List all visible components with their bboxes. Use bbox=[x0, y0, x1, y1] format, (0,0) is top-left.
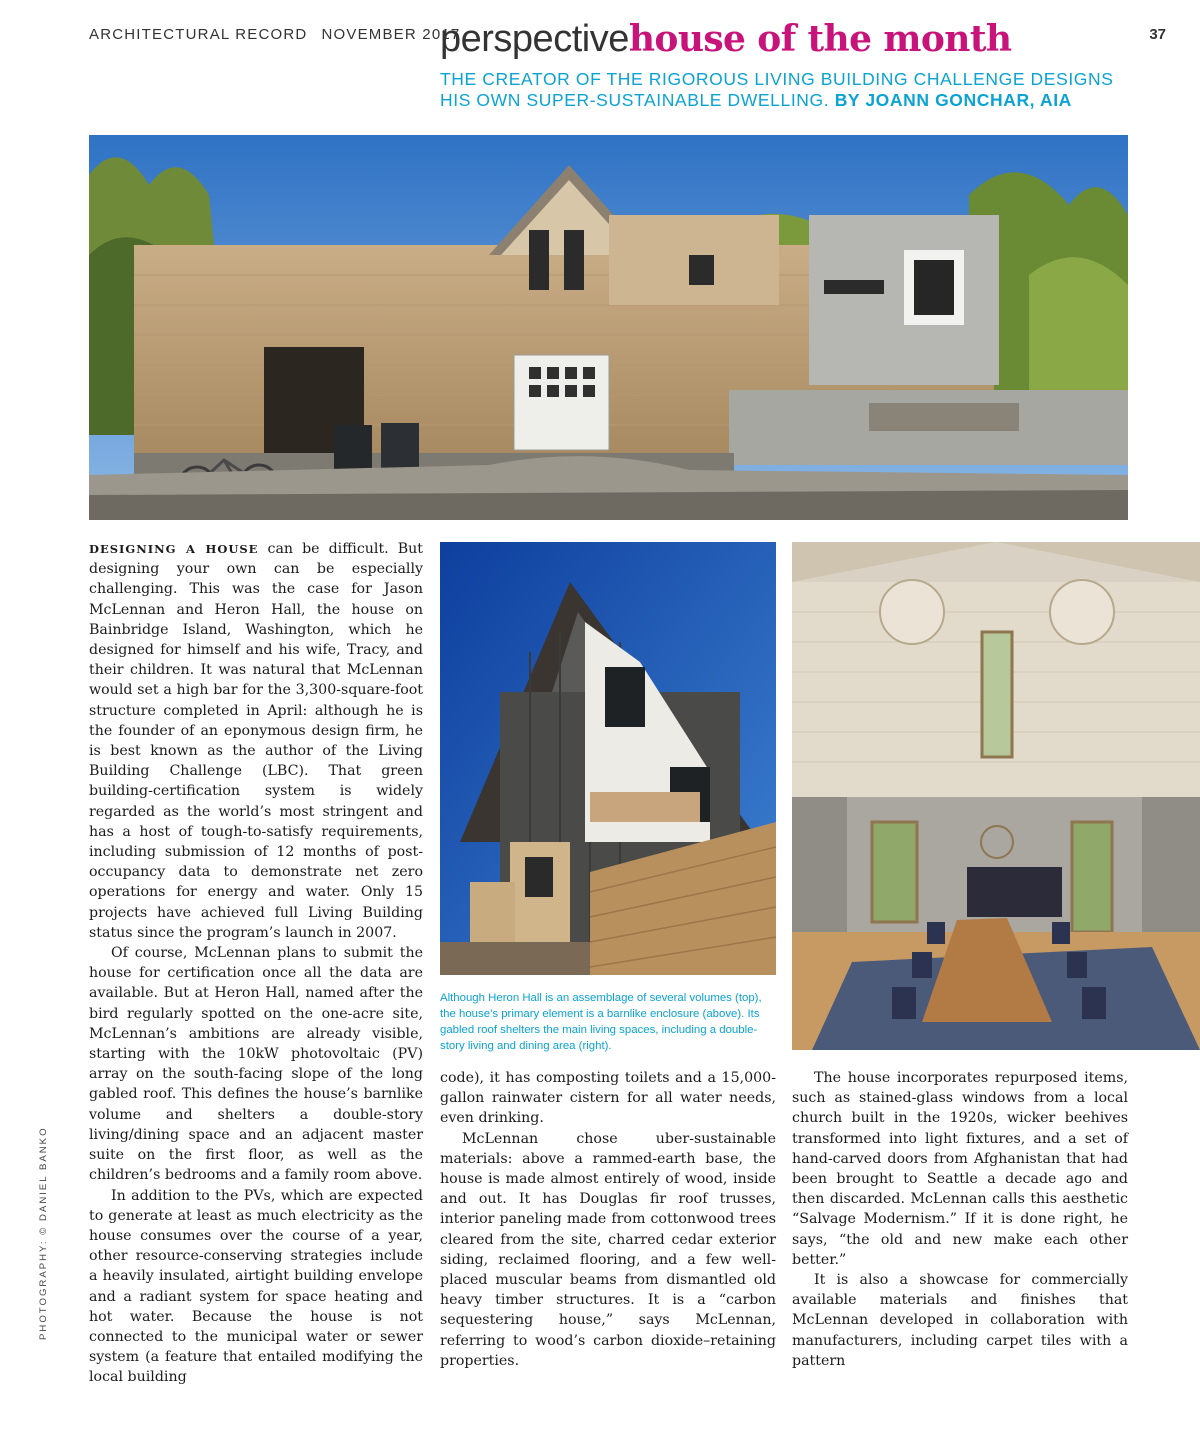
lead-in: DESIGNING A HOUSE bbox=[89, 542, 259, 556]
paragraph-5: The house incorporates repurposed items, such as stained-glass windows from a local church built in the 1920s, wicker beehives transformed into light fixtures, and a set of hand-carved doors from Afghanistan that had been brought to Seattle a decade ago and then discarded. McLennan calls this aesthetic “Salvage Modernism.” If it is done right, he says, “the old and new make each other better.” bbox=[792, 1070, 1128, 1268]
issue-date: NOVEMBER 2017 bbox=[321, 26, 461, 43]
photo-credit: PHOTOGRAPHY: © DANIEL BANKO bbox=[38, 1126, 49, 1340]
page-number: 37 bbox=[1149, 26, 1166, 43]
paragraph-3-continued: code), it has composting toilets and a 15,000-gallon rainwater cistern for all water needs, even drinking. bbox=[440, 1070, 776, 1127]
photo-icon bbox=[89, 135, 1128, 520]
section-title bbox=[440, 20, 1011, 58]
department-label: house of the month bbox=[628, 18, 1012, 60]
photo-icon bbox=[440, 542, 776, 975]
body-column-2 bbox=[440, 1068, 776, 1371]
byline: BY JOANN GONCHAR, AIA bbox=[834, 90, 1072, 110]
paragraph-4: McLennan chose uber-sustainable materials: above a rammed-earth base, the house is made almost entirely of wood, inside and out. It has Douglas fir roof trusses, interior paneling made from cottonwood trees cleared from the site, charred cedar exterior siding, reclaimed flooring, and a few well-placed muscular beams from dismantled old heavy timber structures. It is a “carbon sequestering house,” says McLennan, referring to wood’s carbon dioxide–retaining properties. bbox=[440, 1130, 776, 1369]
photo-gable bbox=[440, 542, 776, 975]
deck-text: THE CREATOR OF THE RIGOROUS LIVING BUILDING CHALLENGE DESIGNS HIS OWN SUPER-SUSTAINABLE DWELLING. bbox=[440, 69, 1114, 110]
paragraph-3: In addition to the PVs, which are expected to generate at least as much electricity as the house consumes over the course of a year, other resource-conserving strategies include a heavily insulated, airtight building envelope and a radiant system for space heating and hot water. Because the house is not connected to the municipal water or sewer system (a feature that entailed modifying the local building bbox=[89, 1187, 423, 1386]
paragraph-1 bbox=[89, 539, 423, 943]
section-label: perspective bbox=[440, 18, 629, 60]
publication-name: ARCHITECTURAL RECORD bbox=[89, 26, 308, 43]
photo-caption: Although Heron Hall is an assemblage of several volumes (top), the house’s primary element is a barnlike enclosure (above). Its gabled roof shelters the main living spaces, including a double-story living and dining area (right). bbox=[440, 992, 762, 1052]
photo-exterior bbox=[89, 135, 1128, 520]
deck bbox=[440, 69, 1140, 111]
paragraph-2: Of course, McLennan plans to submit the house for certification once all the data are available. But at Heron Hall, named after the bird regularly spotted on the one-acre site, McLennan’s ambitions are already visible, starting with the 10kW photovoltaic (PV) array on the south-facing slope of the long gabled roof. This defines the house’s barnlike volume and shelters a double-story living/dining space and an adjacent master suite on the first floor, as well as the children’s bedrooms and a family room above. bbox=[89, 945, 423, 1184]
publication-header bbox=[89, 26, 460, 43]
body-column-1 bbox=[89, 539, 423, 1388]
paragraph-6: It is also a showcase for commercially available materials and finishes that McLennan developed in collaboration with manufacturers, including carpet tiles with a pattern bbox=[792, 1272, 1128, 1369]
paragraph-1-text: can be difficult. But designing your own can be especially challenging. This was the case for Jason McLennan and Heron Hall, the house on Bainbridge Island, Washington, which he designed for himself and his wife, Tracy, and their children. It was natural that McLennan would set a high bar for the 3,300-square-foot structure completed in April: although he is the founder of an eponymous design firm, he is best known as the author of the Living Building Challenge (LBC). That green building-certification system is widely regarded as the world’s most stringent and has a host of tough-to-satisfy requirements, including submission of 12 months of post-occupancy data to demonstrate net zero operations for energy and water. Only 15 projects have achieved full Living Building status since the program’s launch in 2007. bbox=[89, 541, 423, 941]
photo-icon bbox=[792, 542, 1200, 1050]
body-column-3 bbox=[792, 1068, 1128, 1371]
photo-interior bbox=[792, 542, 1200, 1050]
